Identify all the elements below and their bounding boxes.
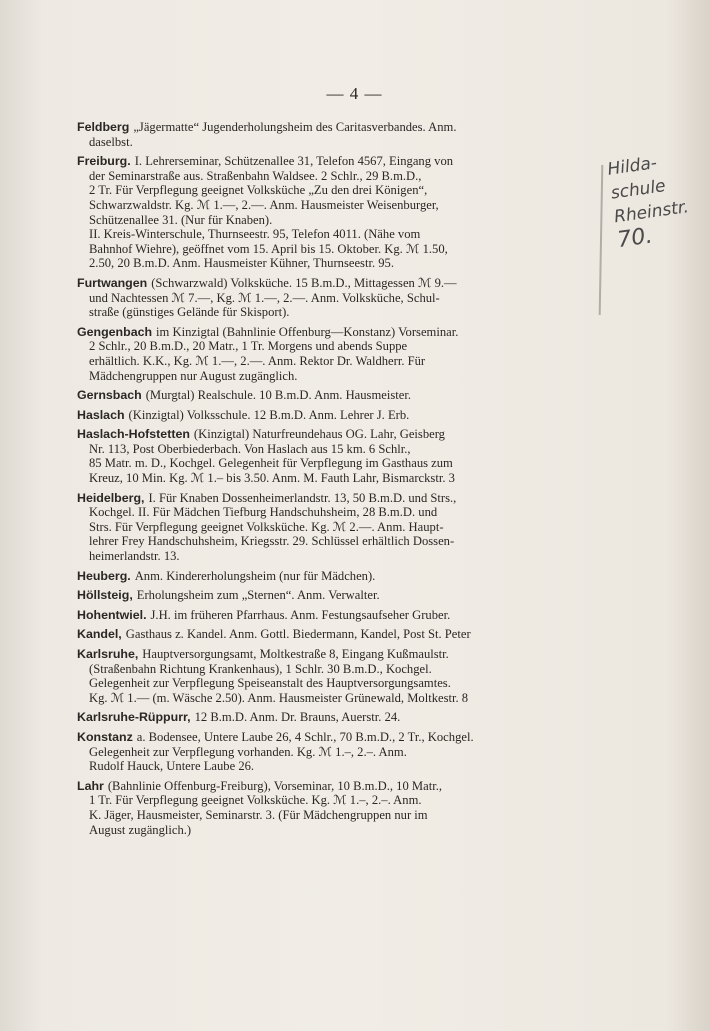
entry-place: Haslach-Hofstetten — [77, 427, 190, 442]
entry-place: Heidelberg, — [77, 490, 145, 505]
entry-line: (Straßenbahn Richtung Krankenhaus), 1 Schlr. 30 B.m.D., Kochgel. — [89, 661, 432, 676]
entry-line-wrap — [77, 793, 599, 808]
entry-line-wrap — [77, 198, 599, 213]
entry-place: Furtwangen — [77, 275, 148, 290]
entry-line: daselbst. — [89, 134, 133, 149]
entry-line: Gasthaus z. Kandel. Anm. Gottl. Biedermann, Kandel, Post St. Peter — [125, 627, 471, 642]
page-number: — 4 — — [326, 84, 383, 103]
entry-line-wrap — [77, 442, 599, 457]
entry-line: Mädchengruppen nur August zugänglich. — [89, 368, 298, 383]
entry-line: erhältlich. K.K., Kg. ℳ 1.—, 2.—. Anm. Rektor Dr. Waldherr. Für — [89, 353, 426, 368]
entry-line: 12 B.m.D. Anm. Dr. Brauns, Auerstr. 24. — [194, 710, 401, 725]
entry-line: Schwarzwaldstr. Kg. ℳ 1.—, 2.—. Anm. Hausmeister Weisenburger, — [89, 197, 439, 212]
entry-place: Heuberg. — [77, 568, 131, 583]
entry-line: 2.50, 20 B.m.D. Anm. Hausmeister Kühner, Thurnseestr. 95. — [89, 256, 394, 271]
entry-line: (Bahnlinie Offenburg-Freiburg), Vorseminar, 10 B.m.D., 10 Matr., — [107, 778, 442, 793]
directory-entry — [77, 569, 599, 584]
directory-entry — [77, 588, 599, 603]
entry-line: K. Jäger, Hausmeister, Seminarstr. 3. (Für Mädchengruppen nur im — [89, 807, 428, 822]
entry-line-wrap — [77, 369, 599, 384]
entry-place: Höllsteig, — [77, 588, 133, 603]
entry-line-wrap — [77, 291, 599, 306]
entry-line-wrap — [77, 135, 599, 150]
entry-line: der Seminarstraße aus. Straßenbahn Waldsee. 2 Schlr., 29 B.m.D., — [89, 168, 422, 183]
entry-line: 2 Tr. Für Verpflegung geeignet Volksküche „Zu den drei Königen“, — [89, 183, 428, 198]
entry-place: Gernsbach — [77, 388, 142, 403]
entry-place: Lahr — [77, 778, 104, 793]
entry-place: Gengenbach — [77, 324, 153, 339]
entry-line: a. Bodensee, Untere Laube 26, 4 Schlr., 70 B.m.D., 2 Tr., Kochgel. — [136, 729, 474, 744]
entry-line: Bahnhof Wiehre), geöffnet vom 15. April bis 15. Oktober. Kg. ℳ 1.50, — [89, 241, 448, 256]
directory-entry — [77, 627, 599, 642]
entry-line: 2 Schlr., 20 B.m.D., 20 Matr., 1 Tr. Morgens und abends Suppe — [89, 339, 408, 354]
entry-place: Hohentwiel. — [77, 607, 147, 622]
directory-list — [77, 120, 599, 842]
entry-place: Karlsruhe-Rüppurr, — [77, 710, 191, 725]
entry-line: (Murgtal) Realschule. 10 B.m.D. Anm. Hausmeister. — [145, 388, 411, 403]
entry-line: I. Lehrerseminar, Schützenallee 31, Telefon 4567, Eingang von — [134, 154, 454, 169]
directory-entry — [77, 608, 599, 623]
directory-entry — [77, 491, 599, 564]
entry-line: straße (günstiges Gelände für Skisport). — [89, 305, 290, 320]
entry-line-wrap — [77, 227, 599, 242]
entry-line-wrap — [77, 213, 599, 228]
entry-line-wrap — [77, 456, 599, 471]
directory-entry — [77, 120, 599, 149]
directory-entry — [77, 388, 599, 403]
entry-line: Kochgel. II. Für Mädchen Tiefburg Handschuhsheim, 28 B.m.D. und — [89, 505, 438, 520]
entry-line: Nr. 113, Post Oberbiederbach. Von Haslach aus 15 km. 6 Schlr., — [89, 441, 411, 456]
entry-line-wrap — [77, 471, 599, 486]
entry-line: lehrer Frey Handschuhsheim, Kriegsstr. 29. Schlüssel erhältlich Dossen- — [89, 534, 455, 549]
note-line: Rheinstr. — [612, 197, 690, 228]
directory-entry — [77, 779, 599, 837]
entry-place: Karlsruhe, — [77, 647, 139, 661]
entry-line-wrap — [77, 354, 599, 369]
entry-place: Feldberg — [77, 120, 130, 134]
note-line: 70. — [615, 223, 655, 254]
entry-line: im Kinzigtal (Bahnlinie Offenburg—Konstanz) Vorseminar. — [156, 324, 459, 339]
entry-line: heimerlandstr. 13. — [89, 549, 180, 564]
entry-line: Strs. Für Verpflegung geeignet Volksküche. Kg. ℳ 2.—. Anm. Haupt- — [89, 519, 444, 534]
directory-entry — [77, 276, 599, 320]
entry-line-wrap — [77, 183, 599, 198]
directory-entry — [77, 427, 599, 485]
entry-line-wrap — [77, 339, 599, 354]
note-line: Hilda- — [606, 153, 659, 180]
entry-line: II. Kreis-Winterschule, Thurnseestr. 95, Telefon 4011. (Nähe vom — [89, 227, 421, 242]
entry-line: Rudolf Hauck, Untere Laube 26. — [89, 759, 255, 774]
entry-place: Konstanz — [77, 729, 133, 744]
entry-place: Freiburg. — [77, 154, 131, 169]
entry-line: 85 Matr. m. D., Kochgel. Gelegenheit für Verpflegung im Gasthaus zum — [89, 456, 453, 471]
entry-line: 1 Tr. Für Verpflegung geeignet Volksküche. Kg. ℳ 1.–, 2.–. Anm. — [89, 793, 422, 808]
directory-entry — [77, 154, 599, 271]
entry-line-wrap — [77, 662, 599, 677]
entry-line: Gelegenheit zur Verpflegung vorhanden. Kg. ℳ 1.–, 2.–. Anm. — [89, 744, 407, 759]
entry-line: (Schwarzwald) Volksküche. 15 B.m.D., Mittagessen ℳ 9.— — [151, 275, 457, 290]
entry-line: Hauptversorgungsamt, Moltkestraße 8, Eingang Kußmaulstr. — [142, 647, 449, 661]
entry-line: „Jägermatte“ Jugenderholungsheim des Caritasverbandes. Anm. — [133, 120, 457, 134]
entry-line-wrap — [77, 520, 599, 535]
entry-line: Kreuz, 10 Min. Kg. ℳ 1.– bis 3.50. Anm. M. Fauth Lahr, Bismarckstr. 3 — [89, 471, 455, 486]
margin-pencil-line — [599, 165, 604, 315]
entry-line: (Kinzigtal) Volksschule. 12 B.m.D. Anm. Lehrer J. Erb. — [128, 407, 410, 422]
entry-line: Kg. ℳ 1.— (m. Wäsche 2.50). Anm. Hausmeister Grünewald, Moltkestr. 8 — [89, 690, 469, 705]
handwritten-note — [606, 144, 709, 253]
entry-line: I. Für Knaben Dossenheimerlandstr. 13, 50 B.m.D. und Strs., — [148, 490, 457, 505]
entry-line-wrap — [77, 169, 599, 184]
entry-line-wrap — [77, 808, 599, 823]
entry-place: Haslach — [77, 407, 125, 422]
entry-line-wrap — [77, 534, 599, 549]
note-line: schule — [609, 176, 667, 204]
entry-line-wrap — [77, 505, 599, 520]
entry-line-wrap — [77, 676, 599, 691]
entry-line-wrap — [77, 759, 599, 774]
entry-line-wrap — [77, 823, 599, 838]
directory-entry — [77, 710, 599, 725]
entry-line-wrap — [77, 549, 599, 564]
entry-line-wrap — [77, 745, 599, 760]
entry-line: (Kinzigtal) Naturfreundehaus OG. Lahr, Geisberg — [193, 427, 445, 442]
directory-entry — [77, 325, 599, 383]
directory-entry — [77, 730, 599, 774]
entry-line: Gelegenheit zur Verpflegung Speiseanstalt des Hauptversorgungsamtes. — [89, 676, 451, 691]
directory-entry — [77, 647, 599, 705]
entry-place: Kandel, — [77, 627, 122, 642]
entry-line-wrap — [77, 256, 599, 271]
entry-line: J.H. im früheren Pfarrhaus. Anm. Festungsaufseher Gruber. — [150, 607, 451, 622]
entry-line-wrap — [77, 242, 599, 257]
entry-line: Anm. Kindererholungsheim (nur für Mädchen). — [134, 568, 376, 583]
entry-line: August zugänglich.) — [89, 822, 192, 837]
entry-line: Erholungsheim zum „Sternen“. Anm. Verwalter. — [136, 588, 380, 603]
entry-line: und Nachtessen ℳ 7.—, Kg. ℳ 1.—, 2.—. Anm. Volksküche, Schul- — [89, 290, 440, 305]
entry-line-wrap — [77, 305, 599, 320]
directory-entry — [77, 408, 599, 423]
entry-line: Schützenallee 31. (Nur für Knaben). — [89, 212, 273, 227]
entry-line-wrap — [77, 691, 599, 706]
